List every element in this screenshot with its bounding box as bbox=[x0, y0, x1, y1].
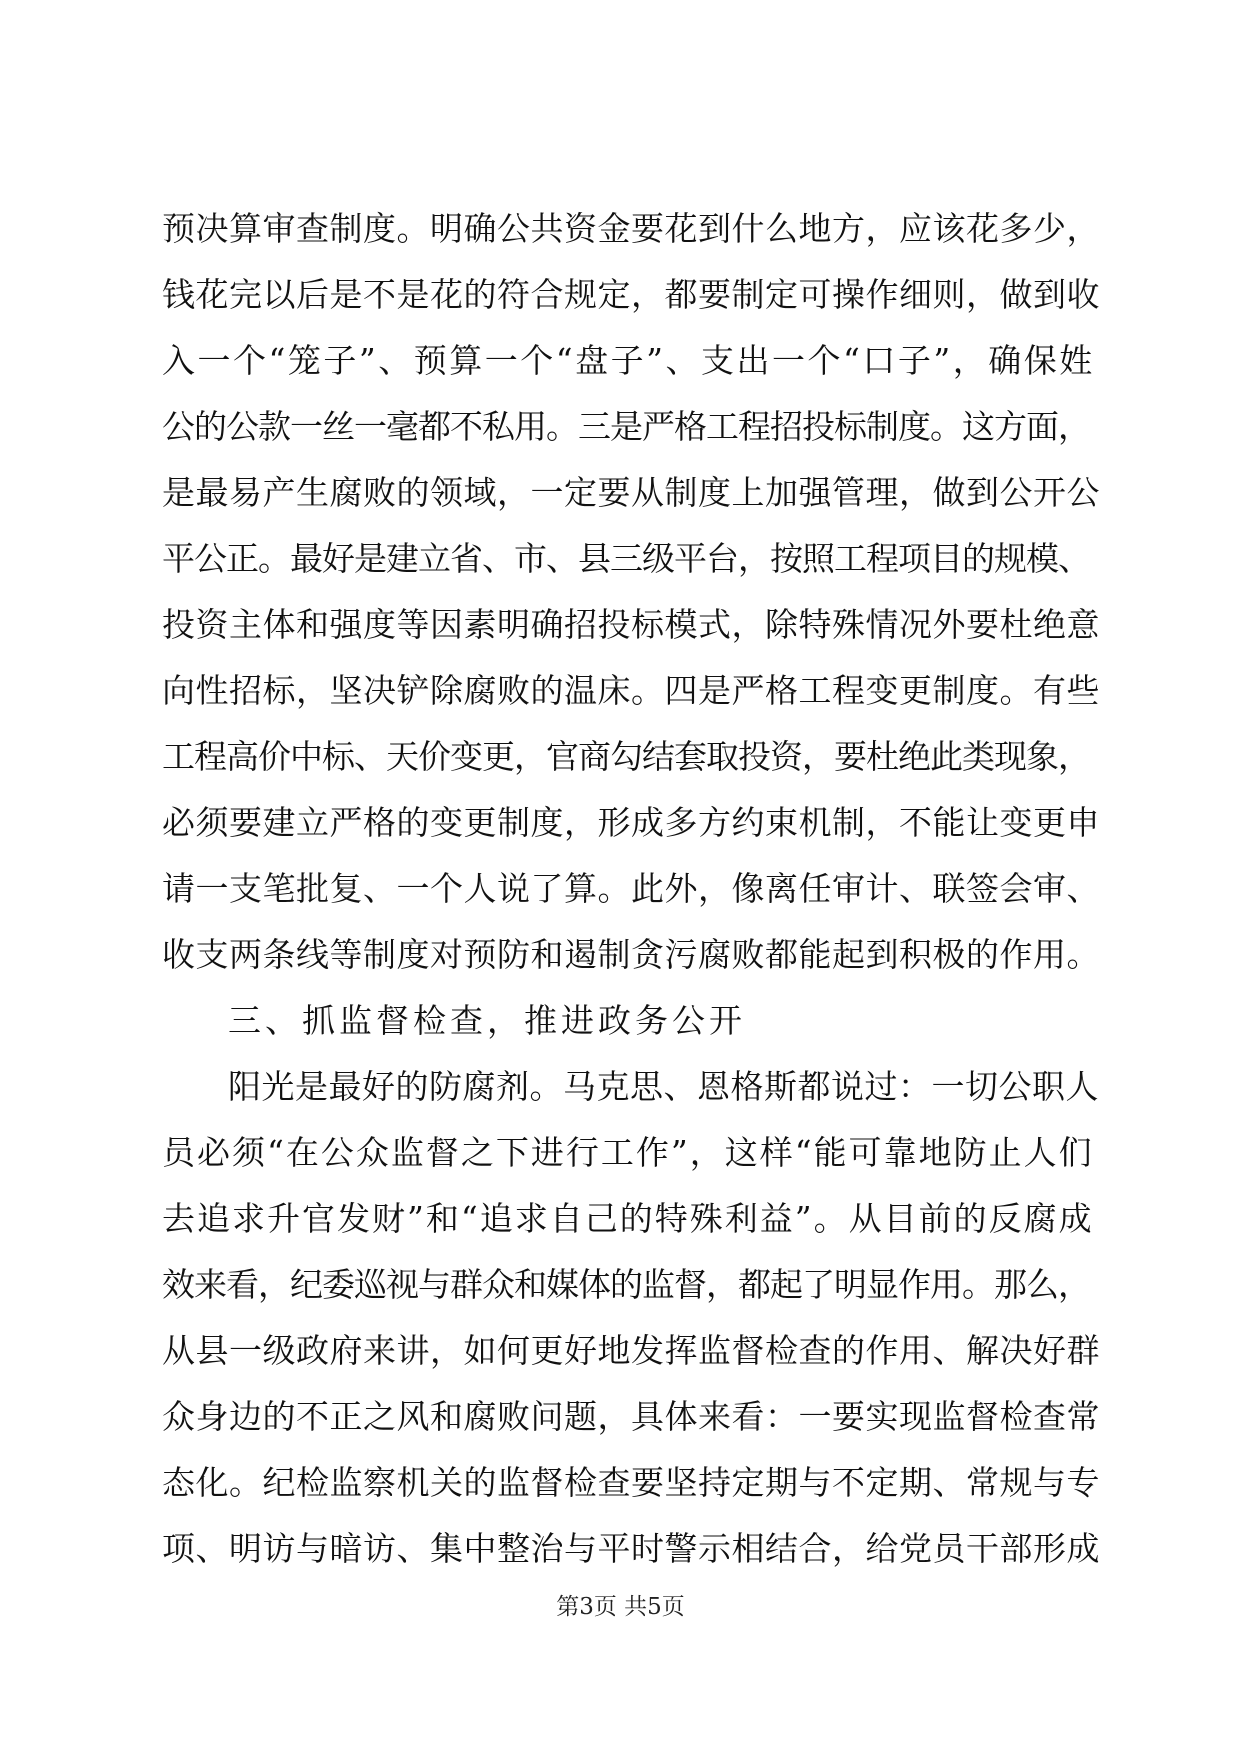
body-text bbox=[162, 196, 1100, 1582]
text-line: 平公正。最好是建立省、市、县三级平台，按照工程项目的规模、 bbox=[162, 539, 1090, 578]
text-line: 去追求升官发财”和“追求自己的特殊利益”。从目前的反腐成 bbox=[162, 1199, 1094, 1238]
paragraph-first-line: 阳光是最好的防腐剂。马克思、恩格斯都说过：一切公职人 bbox=[228, 1067, 1099, 1106]
text-line: 众身边的不正之风和腐败问题，具体来看：一要实现监督检查常 bbox=[162, 1397, 1100, 1436]
text-line: 请一支笔批复、一个人说了算。此外，像离任审计、联签会审、 bbox=[162, 869, 1100, 908]
text-line: 员必须“在公众监督之下进行工作”，这样“能可靠地防止人们 bbox=[162, 1133, 1094, 1172]
text-line: 公的公款一丝一毫都不私用。三是严格工程招投标制度。这方面， bbox=[162, 407, 1090, 446]
text-line: 投资主体和强度等因素明确招投标模式，除特殊情况外要杜绝意 bbox=[162, 605, 1100, 644]
text-line: 是最易产生腐败的领域，一定要从制度上加强管理，做到公开公 bbox=[162, 473, 1100, 512]
text-line: 钱花完以后是不是花的符合规定，都要制定可操作细则，做到收 bbox=[162, 275, 1100, 314]
text-line: 从县一级政府来讲，如何更好地发挥监督检查的作用、解决好群 bbox=[162, 1331, 1100, 1370]
text-line: 向性招标，坚决铲除腐败的温床。四是严格工程变更制度。有些 bbox=[162, 671, 1100, 710]
text-line: 收支两条线等制度对预防和遏制贪污腐败都能起到积极的作用。 bbox=[162, 935, 1100, 974]
text-line: 项、明访与暗访、集中整治与平时警示相结合，给党员干部形成 bbox=[162, 1529, 1100, 1568]
text-line: 态化。纪检监察机关的监督检查要坚持定期与不定期、常规与专 bbox=[162, 1463, 1100, 1502]
text-line: 预决算审查制度。明确公共资金要花到什么地方，应该花多少， bbox=[162, 209, 1100, 248]
page-number-footer: 第3页 共5页 bbox=[556, 1594, 685, 1620]
section-heading: 三、抓监督检查，推进政务公开 bbox=[228, 1001, 746, 1040]
text-line: 效来看，纪委巡视与群众和媒体的监督，都起了明显作用。那么， bbox=[162, 1265, 1090, 1304]
text-line: 工程高价中标、天价变更，官商勾结套取投资，要杜绝此类现象， bbox=[162, 737, 1090, 776]
text-line: 入一个“笼子”、预算一个“盘子”、支出一个“口子”，确保姓 bbox=[162, 341, 1095, 380]
text-line: 必须要建立严格的变更制度，形成多方约束机制，不能让变更申 bbox=[162, 803, 1100, 842]
